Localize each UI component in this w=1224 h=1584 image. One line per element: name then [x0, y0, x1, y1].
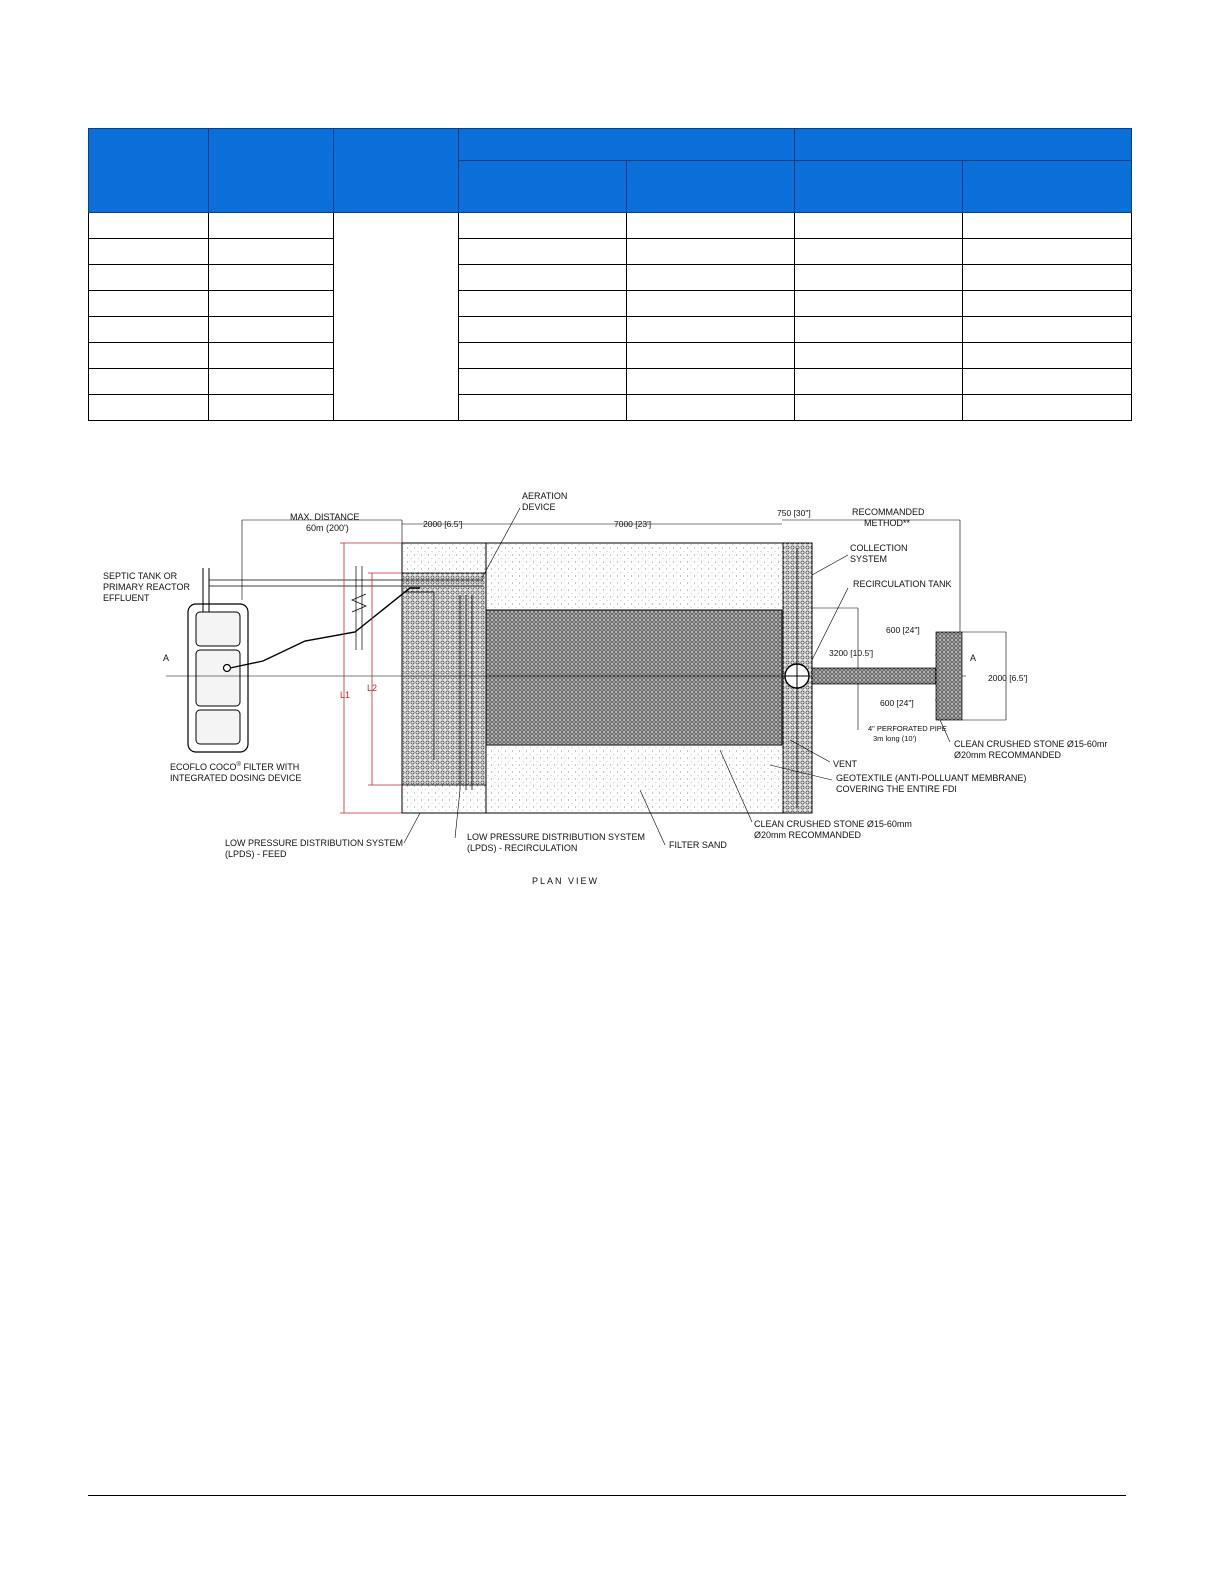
collection-label: COLLECTION	[850, 543, 908, 553]
recommended-label: RECOMMANDED	[852, 507, 925, 517]
septic-label: EFFLUENT	[103, 593, 150, 603]
ecoflo-label: INTEGRATED DOSING DEVICE	[170, 773, 302, 783]
filter-bed	[402, 543, 812, 813]
crushed-stone-label: Ø20mm RECOMMANDED	[754, 830, 862, 840]
table-cell	[963, 291, 1132, 317]
table-cell	[459, 239, 627, 265]
table-row	[89, 395, 1132, 421]
perforated-pipe-label: 3m long (10')	[873, 734, 917, 743]
feed-stone-zone	[402, 573, 486, 785]
table-cell	[459, 343, 627, 369]
lpds-recirculation-label: LOW PRESSURE DISTRIBUTION SYSTEM	[467, 832, 646, 842]
footer-divider	[88, 1495, 1126, 1496]
subheader-cell	[627, 161, 795, 213]
table-cell	[627, 317, 795, 343]
table-cell	[89, 343, 209, 369]
table-row	[89, 213, 1132, 239]
table-cell	[459, 369, 627, 395]
perforated-pipe-label: 4" PERFORATED PIPE	[868, 724, 947, 733]
table-cell	[627, 213, 795, 239]
dimension-label: 3200 [10.5']	[829, 648, 874, 658]
lpds-feed-label: LOW PRESSURE DISTRIBUTION SYSTEM	[225, 838, 404, 848]
geotextile-label: COVERING THE ENTIRE FDI	[836, 784, 957, 794]
table-row	[89, 239, 1132, 265]
table-row	[89, 265, 1132, 291]
table-cell	[795, 343, 963, 369]
table-cell	[89, 291, 209, 317]
geotextile-label: GEOTEXTILE (ANTI-POLLUANT MEMBRANE)	[836, 773, 1027, 783]
table-cell	[209, 343, 334, 369]
table-cell	[795, 239, 963, 265]
table-cell	[795, 265, 963, 291]
table-cell	[459, 213, 627, 239]
table-cell	[627, 343, 795, 369]
header-group-cell	[795, 129, 1132, 161]
header-cell	[89, 129, 209, 213]
section-a-left: A	[163, 653, 170, 663]
header-group-cell	[459, 129, 795, 161]
table-cell	[627, 395, 795, 421]
table-cell	[209, 265, 334, 291]
ecoflo-label: ECOFLO COCO® FILTER WITH	[170, 762, 300, 772]
plan-view-title: PLAN VIEW	[532, 876, 600, 886]
dimension-label: 750 [30"]	[777, 508, 811, 518]
table-cell	[963, 317, 1132, 343]
table-cell	[459, 291, 627, 317]
table-row	[89, 369, 1132, 395]
dimension-label: 600 [24"]	[880, 698, 914, 708]
l2-label: L2	[367, 683, 378, 693]
septic-label: SEPTIC TANK OR	[103, 571, 178, 581]
subheader-cell	[963, 161, 1132, 213]
table-cell	[627, 265, 795, 291]
table-row	[89, 343, 1132, 369]
max-distance-label: MAX. DISTANCE	[290, 512, 360, 522]
table-cell	[963, 369, 1132, 395]
table-cell	[89, 395, 209, 421]
header-cell	[209, 129, 334, 213]
crushed-stone-right-label: CLEAN CRUSHED STONE Ø15-60mr	[954, 739, 1108, 749]
lpds-recirculation-label: (LPDS) - RECIRCULATION	[467, 843, 578, 853]
table-cell	[209, 317, 334, 343]
table-cell	[209, 395, 334, 421]
specification-table	[88, 128, 1132, 421]
subheader-cell	[459, 161, 627, 213]
table-cell	[89, 265, 209, 291]
table-cell	[89, 213, 209, 239]
collection-label: SYSTEM	[850, 554, 888, 564]
crushed-stone-label: CLEAN CRUSHED STONE Ø15-60mm	[754, 819, 912, 829]
septic-label: PRIMARY REACTOR	[103, 582, 191, 592]
header-cell	[334, 129, 459, 213]
table-cell	[209, 291, 334, 317]
table-cell	[795, 291, 963, 317]
recommended-label: METHOD**	[864, 518, 911, 528]
table-cell	[963, 343, 1132, 369]
section-a-right: A	[970, 653, 977, 663]
aeration-label: DEVICE	[522, 502, 556, 512]
table-cell	[795, 213, 963, 239]
table-cell	[209, 369, 334, 395]
dimension-label: 2000 [6.5']	[423, 519, 463, 529]
recirculation-tank-label: RECIRCULATION TANK	[853, 579, 952, 589]
plan-view-drawing	[95, 485, 1135, 895]
dimension-label: 2000 [6.5']	[988, 673, 1028, 683]
vent-label: VENT	[833, 759, 858, 769]
filter-sand-label: FILTER SAND	[669, 840, 727, 850]
dimension-label: 7000 [23']	[614, 519, 652, 529]
merged-table-cell	[334, 213, 459, 421]
table-cell	[209, 213, 334, 239]
table-row	[89, 291, 1132, 317]
table-cell	[627, 369, 795, 395]
subheader-cell	[795, 161, 963, 213]
aeration-label: AERATION	[522, 491, 568, 501]
crushed-stone-right-label: Ø20mm RECOMMANDED	[954, 750, 1062, 760]
table-cell	[89, 369, 209, 395]
l1-label: L1	[340, 690, 351, 700]
table-cell	[963, 265, 1132, 291]
table-cell	[459, 395, 627, 421]
lpds-feed-label: (LPDS) - FEED	[225, 849, 287, 859]
table-cell	[963, 395, 1132, 421]
max-distance-value: 60m (200')	[306, 523, 349, 533]
table-row	[89, 317, 1132, 343]
table-cell	[209, 239, 334, 265]
ecoflo-filter-unit	[188, 568, 248, 752]
table-cell	[963, 239, 1132, 265]
table-cell	[89, 239, 209, 265]
table-cell	[459, 317, 627, 343]
table-cell	[627, 291, 795, 317]
table-cell	[627, 239, 795, 265]
table-cell	[89, 317, 209, 343]
table-cell	[795, 317, 963, 343]
table-cell	[963, 213, 1132, 239]
table-cell	[795, 395, 963, 421]
dimension-label: 600 [24"]	[886, 625, 920, 635]
table-cell	[459, 265, 627, 291]
table-cell	[795, 369, 963, 395]
crushed-stone-zone	[486, 610, 782, 745]
